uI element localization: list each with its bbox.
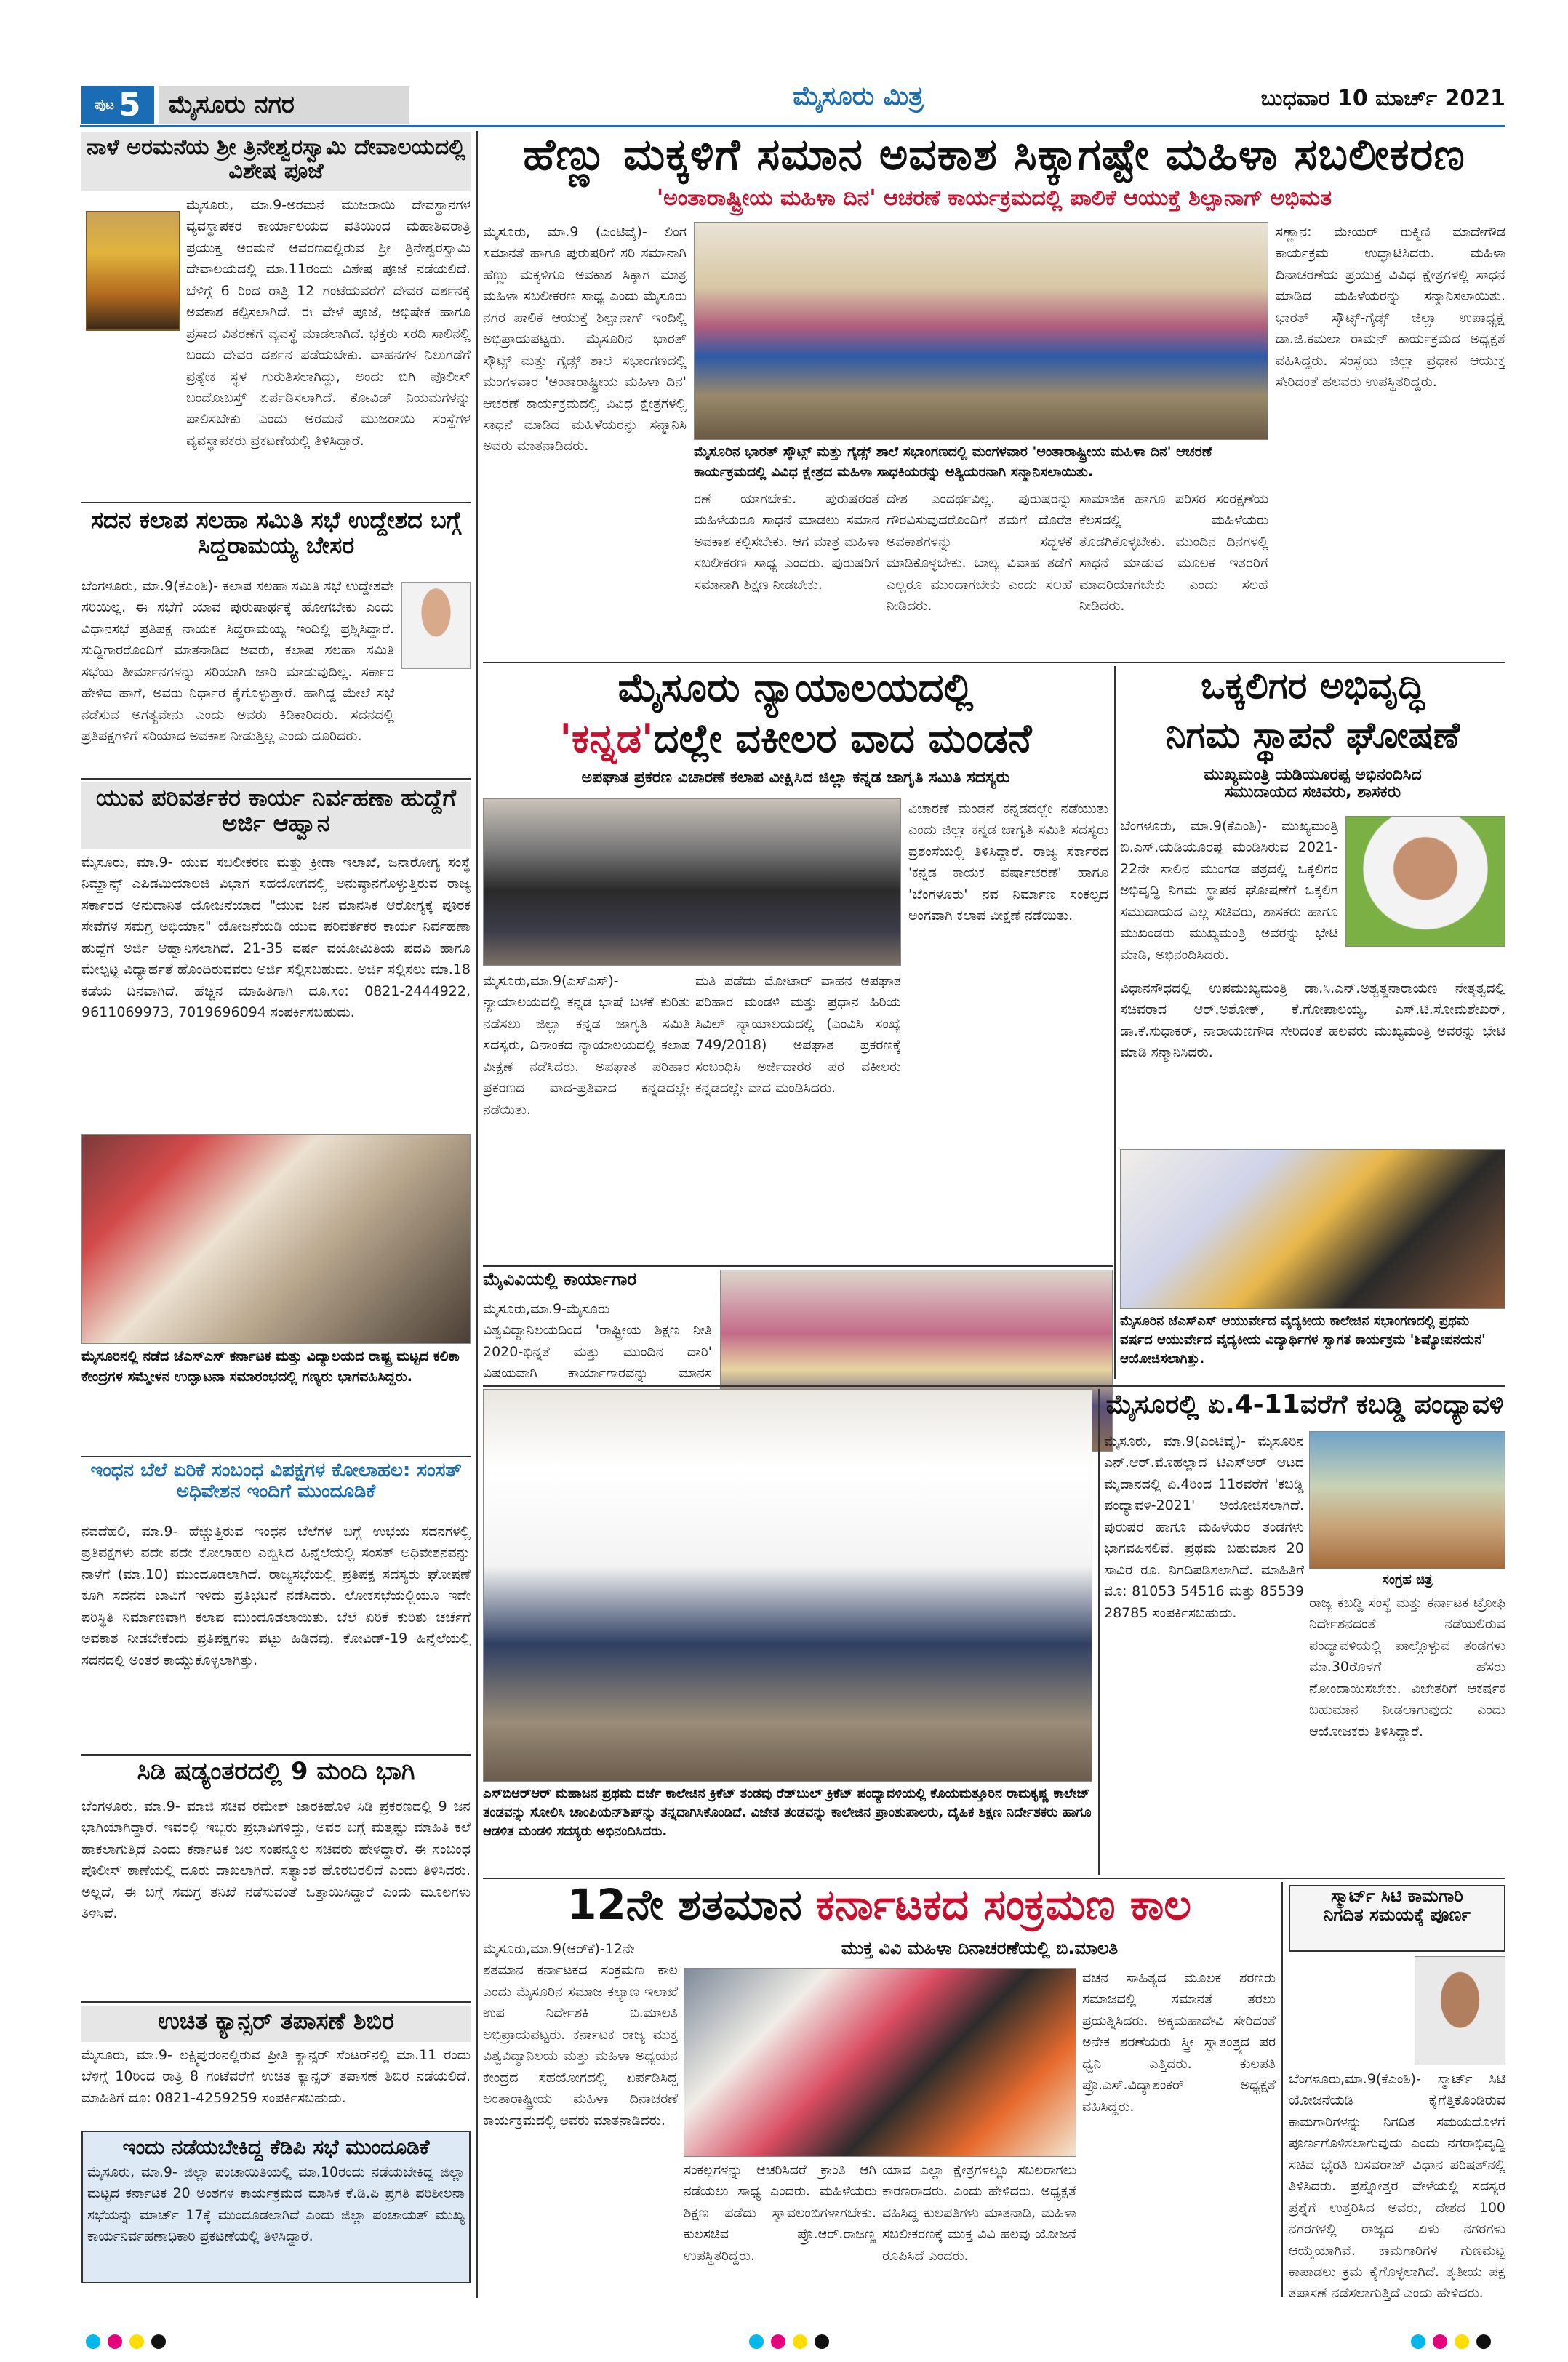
article-divider bbox=[483, 1878, 1505, 1879]
lamp-lighting-photo bbox=[684, 1968, 1076, 2157]
black-dot bbox=[815, 2334, 829, 2349]
court-body-b: ಮೈಸೂರು,ಮಾ.9(ಎಸ್‌ಎಸ್)- ನ್ಯಾಯಾಲಯದಲ್ಲಿ ಕನ್ನಡ ಭಾಷೆ ಬಳಕೆ ಕುರಿತು ನಡೆಸಲು ಜಿಲ್ಲಾ ಕನ್ನಡ ಜಾಗೃತಿ ಸಮಿತಿ ಸದಸ್ಯರು, ದಿನಾಂಕದ ನ್ಯಾಯಾಲಯದಲ್ಲಿ ಕಲಾಪ ವೀಕ್ಷಣೆ ನಡೆಸಿದರು. ಅಪಘಾತ ಪರಿಹಾರ ಪ್ರಕರಣದ ವಾದ-ಪ್ರತಿವಾದ ಕನ್ನಡದಲ್ಲೇ ನಡೆಯಿತು. bbox=[483, 973, 690, 1118]
lead-body-lower2: ದೇಶ ಎಂದರ್ಥವಿಲ್ಲ. ಪುರುಷರನ್ನು ಗೌರವಿಸುವುದರೊಂದಿಗೆ ತಮಗೆ ದೊರೆತ ಅವಕಾಶಗಳನ್ನು ಸದ್ಬಳಕೆ ಮಾಡಿಕೊಳ್ಳಬೇಕು. ಬಾಲ್ಯ ವಿವಾಹ ತಡೆಗೆ ಎಲ್ಲರೂ ಮುಂದಾಗಬೇಕು ಎಂದು ಸಲಹೆ ನೀಡಿದರು. bbox=[887, 491, 1072, 614]
court-body-a: ವಿಚಾರಣೆ ಮಂಡನೆ ಕನ್ನಡದಲ್ಲೇ ನಡೆಯುತು ಎಂದು ಜಿಲ್ಲಾ ಕನ್ನಡ ಜಾಗೃತಿ ಸಮಿತಿ ಸದಸ್ಯರು ಪ್ರಶಂಸೆಯಲ್ಲಿ ತಿಳಿಸಿದ್ದಾರೆ. ರಾಜ್ಯ ಸರ್ಕಾರದ 'ಕನ್ನಡ ಕಾಯಕ ವರ್ಷಾಚರಣೆ' ಹಾಗೂ 'ಬೆಂಗಳೂರು' ನವ ನಿರ್ಮಾಣ ಸಂಕಲ್ಪದ ಅಂಗವಾಗಿ ಕಲಾಪ ವೀಕ್ಷಣೆ ನಡೆಯಿತು. bbox=[908, 801, 1108, 924]
lead-headline: ಹೆಣ್ಣು ಮಕ್ಕಳಿಗೆ ಸಮಾನ ಅವಕಾಶ ಸಿಕ್ಕಾಗಷ್ಟೇ ಮಹಿಳಾ ಸಬಲೀಕರಣ bbox=[523, 129, 1465, 180]
temple-deity-photo bbox=[86, 211, 180, 331]
kabaddi-body-b: ರಾಜ್ಯ ಕಬಡ್ಡಿ ಸಂಸ್ಥೆ ಮತ್ತು ಕರ್ನಾಟಕ ಟ್ರೋಫಿ ನಿರ್ದೇಶನದಂತೆ ನಡೆಯಲಿರುವ ಪಂದ್ಯಾವಳಿಯಲ್ಲಿ ಪಾಲ್ಗೊಳ್ಳುವ ತಂಡಗಳು ಮಾ.30ರೊಳಗೆ ಹೆಸರು ನೋಂದಾಯಿಸಬೇಕು. ವಿಜೇತರಿಗೆ ಆಕರ್ಷಕ ಬಹುಮಾನ ನೀಡಲಾಗುವುದು ಎಂದು ಆಯೋಜಕರು ತಿಳಿಸಿದ್ದಾರೆ. bbox=[1309, 1595, 1505, 1740]
okkaliga-subtitle-2: ಸಮುದಾಯದ ಸಚಿವರು, ಶಾಸಕರು bbox=[1224, 783, 1401, 802]
lead-subtitle: 'ಅಂತಾರಾಷ್ಟ್ರೀಯ ಮಹಿಳಾ ದಿನ' ಆಚರಣೆ ಕಾರ್ಯಕ್ರಮದಲ್ಲಿ ಪಾಲಿಕೆ ಆಯುಕ್ತೆ ಶಿಲ್ಪಾನಾಗ್ ಅಭಿಮತ bbox=[656, 185, 1332, 211]
article-divider bbox=[483, 662, 1505, 663]
okkaliga-headline-line2: ನಿಗಮ ಸ್ಥಾಪನೆ ಘೋಷಣೆ bbox=[1165, 714, 1460, 756]
jss-ayurveda-lamp-photo bbox=[1120, 1149, 1505, 1309]
article-divider bbox=[81, 1754, 471, 1756]
registration-marks-right bbox=[1411, 2334, 1491, 2349]
history-headline-part1: 12ನೇ ಶತಮಾನ bbox=[567, 1880, 802, 1929]
cyan-dot bbox=[1411, 2334, 1425, 2349]
smart-city-headline-box bbox=[1289, 1885, 1505, 1952]
lead-body-lower1: ರಣೆ ಯಾಗಬೇಕು. ಪುರುಷರಂತೆ ಮಹಿಳೆಯರೂ ಸಾಧನೆ ಮಾಡಲು ಸಮಾನ ಅವಕಾಶ ಕಲ್ಪಿಸಬೇಕು. ಆಗ ಮಾತ್ರ ಮಹಿಳಾ ಸಬಲೀಕರಣ ಸಾಧ್ಯ ಎಂದರು. ಪುರುಷರಿಗೆ ಸಮಾನಾಗಿ ಶಿಕ್ಷಣ ನೀಡಬೇಕು. bbox=[694, 491, 879, 593]
jss-ayurveda-caption: ಮೈಸೂರಿನ ಜೆಎಸ್‌ಎಸ್ ಆಯುರ್ವೇದ ವೈದ್ಯಕೀಯ ಕಾಲೇಜಿನ ಸಭಾಂಗಣದಲ್ಲಿ ಪ್ರಥಮ ವರ್ಷದ ಆಯುರ್ವೇದ ವೈದ್ಯಕೀಯ ವಿದ್ಯಾರ್ಥಿಗಳ ಸ್ವಾಗತ ಕಾರ್ಯಕ್ರಮ 'ಶಿಷ್ಯೋಪನಯನ' ಆಯೋಜಿಸಲಾಗಿತ್ತು. bbox=[1120, 1313, 1486, 1367]
yellow-dot bbox=[129, 2334, 144, 2349]
jss-conference-photo bbox=[81, 1134, 471, 1344]
jss-conference-caption: ಮೈಸೂರಿನಲ್ಲಿ ನಡೆದ ಜೆಎಸ್‌ಎಸ್ ಕರ್ನಾಟಕ ಮತ್ತು ವಿದ್ಯಾಲಯದ ರಾಷ್ಟ್ರ ಮಟ್ಟದ ಕಲಿಕಾ ಕೇಂದ್ರಗಳ ಸಮ್ಮೇಳನ ಉದ್ಘಾಟನಾ ಸಮಾರಂಭದಲ್ಲಿ ಗಣ್ಯರು ಭಾಗವಹಿಸಿದ್ದರು. bbox=[81, 1348, 460, 1385]
article-divider bbox=[81, 502, 471, 503]
court-lawyers-group-photo bbox=[483, 798, 901, 966]
kabaddi-match-photo bbox=[1309, 1431, 1505, 1569]
history-body-d: ಯಾವ ಎಲ್ಲಾ ಕ್ಷೇತ್ರಗಳಲ್ಲೂ ಸಬಲರಾಗಲು ಕಾರಣರಾದರು. ಎಂದು ಹೇಳಿದರು. ಅಧ್ಯಕ್ಷತೆ ವಹಿಸಿದ್ದ ಕುಲಪತಿಗಳು ಮಾತನಾಡಿ, ಮಹಿಳಾ ಸಬಲೀಕರಣಕ್ಕೆ ಮುಕ್ತ ವಿವಿ ಹಲವು ಯೋಜನೆ ರೂಪಿಸಿದೆ ಎಂದರು. bbox=[882, 2162, 1076, 2264]
court-headline-line1: ಮೈಸೂರು ನ್ಯಾಯಾಲಯದಲ್ಲಿ bbox=[617, 665, 974, 710]
article-temple-headline-box bbox=[81, 132, 471, 191]
lead-body-col1: ಮೈಸೂರು, ಮಾ.9 (ಎಂಟಿವೈ)- ಲಿಂಗ ಸಮಾನತೆ ಹಾಗೂ ಪುರುಷರಿಗೆ ಸರಿ ಸಮಾನಾಗಿ ಹೆಣ್ಣು ಮಕ್ಕಳಿಗೂ ಅವಕಾಶ ಸಿಕ್ಕಾಗ ಮಾತ್ರ ಮಹಿಳಾ ಸಬಲೀಕರಣ ಸಾಧ್ಯ ಎಂದು ಮೈಸೂರು ನಗರ ಪಾಲಿಕೆ ಆಯುಕ್ತೆ ಶಿಲ್ಪಾನಾಗ್ ಇಂದಿಲ್ಲಿ ಅಭಿಪ್ರಾಯಪಟ್ಟರು. ಮೈಸೂರಿನ ಭಾರತ್ ಸ್ಕೌಟ್ಸ್ ಮತ್ತು ಗೈಡ್ಸ್ ಶಾಲೆ ಸಭಾಂಗಣದಲ್ಲಿ ಮಂಗಳವಾರ 'ಅಂತಾರಾಷ್ಟ್ರೀಯ ಮಹಿಳಾ ದಿನ' ಆಚರಣೆ ಕಾರ್ಯಕ್ರಮದಲ್ಲಿ ವಿವಿಧ ಕ್ಷೇತ್ರಗಳಲ್ಲಿ ಸಾಧನೆ ಮಾಡಿದ ಮಹಿಳೆಯರನ್ನು ಸನ್ಮಾನಿಸಿ ಅವರು ಮಾತನಾಡಿದರು. bbox=[483, 224, 687, 455]
article-youth-headline-box bbox=[81, 782, 471, 849]
article-youth-headline: ಯುವ ಪರಿವರ್ತಕರ ಕಾರ್ಯ ನಿರ್ವಹಣಾ ಹುದ್ದೆಗೆ ಅರ್ಜಿ ಆಹ್ವಾನ bbox=[95, 784, 457, 838]
history-body-b: ವಚನ ಸಾಹಿತ್ಯದ ಮೂಲಕ ಶರಣರು ಸಮಾಜದಲ್ಲಿ ಸಮಾನತೆ ತರಲು ಪ್ರಯತ್ನಿಸಿದರು. ಅಕ್ಕಮಹಾದೇವಿ ಸೇರಿದಂತೆ ಅನೇಕ ಶರಣೆಯರು ಸ್ತ್ರೀ ಸ್ವಾತಂತ್ರ್ಯದ ಪರ ಧ್ವನಿ ಎತ್ತಿದರು. ಕುಲಪತಿ ಪ್ರೊ.ಎಸ್.ವಿದ್ಯಾಶಂಕರ್ ಅಧ್ಯಕ್ಷತೆ ವಹಿಸಿದ್ದರು. bbox=[1082, 1970, 1276, 2115]
history-subtitle-box bbox=[684, 1939, 1276, 1966]
article-divider bbox=[483, 1385, 1505, 1387]
okkaliga-headline-line1: ಒಕ್ಕಲಿಗರ ಅಭಿವೃದ್ಧಿ bbox=[1201, 665, 1425, 707]
registration-marks-center bbox=[749, 2334, 829, 2349]
history-headline bbox=[483, 1882, 1276, 1937]
court-subtitle: ಅಪಘಾತ ಪ್ರಕರಣ ವಿಚಾರಣೆ ಕಲಾಪ ವೀಕ್ಷಿಸಿದ ಜಿಲ್ಲಾ ಕನ್ನಡ ಜಾಗೃತಿ ಸಮಿತಿ ಸದಸ್ಯರು bbox=[581, 769, 1010, 787]
column-divider bbox=[1281, 1882, 1283, 2297]
section-title: ಮೈಸೂರು ನಗರ bbox=[159, 86, 409, 124]
black-dot bbox=[151, 2334, 166, 2349]
smart-city-body-text: ಬೆಂಗಳೂರು,ಮಾ.9(ಕೆಎಂಶಿ)- ಸ್ಮಾರ್ಟ್ ಸಿಟಿ ಯೋಜನೆಯಡಿ ಕೈಗೆತ್ತಿಕೊಂಡಿರುವ ಕಾಮಗಾರಿಗಳನ್ನು ನಿಗದಿತ ಸಮಯದೊಳಗೆ ಪೂರ್ಣಗೊಳಿಸಲಾಗುವುದು ಎಂದು ನಗರಾಭಿವೃದ್ಧಿ ಸಚಿವ ಭೈರತಿ ಬಸವರಾಜ್ ವಿಧಾನ ಪರಿಷತ್‌ನಲ್ಲಿ ತಿಳಿಸಿದರು. ಪ್ರಶ್ನೋತ್ತರ ವೇಳೆಯಲ್ಲಿ ಸದಸ್ಯರ ಪ್ರಶ್ನೆಗೆ ಉತ್ತರಿಸಿದ ಅವರು, ದೇಶದ 100 ನಗರಗಳಲ್ಲಿ ರಾಜ್ಯದ ಏಳು ನಗರಗಳು ಆಯ್ಕೆಯಾಗಿವೆ. ಕಾಮಗಾರಿಗಳ ಗುಣಮಟ್ಟ ಕಾಪಾಡಲು ಕ್ರಮ ಕೈಗೊಳ್ಳಲಾಗಿದೆ. ತೃತೀಯ ಪಕ್ಷ ತಪಾಸಣೆ ನಡೆಸಲಾಗುತ್ತಿದೆ ಎಂದು ಹೇಳಿದರು. bbox=[1289, 2071, 1505, 2302]
magenta-dot bbox=[1433, 2334, 1447, 2349]
page-number: 5 bbox=[118, 86, 141, 124]
smart-city-body bbox=[1289, 1956, 1505, 2302]
okkaliga-subtitle-1: ಮುಖ್ಯಮಂತ್ರಿ ಯಡಿಯೂರಪ್ಪ ಅಭಿನಂದಿಸಿದ bbox=[1204, 766, 1422, 784]
yellow-dot bbox=[793, 2334, 807, 2349]
court-headline-line2 bbox=[483, 717, 1108, 768]
kabaddi-headline-box bbox=[1104, 1390, 1505, 1430]
magenta-dot bbox=[108, 2334, 122, 2349]
black-dot bbox=[1476, 2334, 1491, 2349]
history-subtitle: ಮುಕ್ತ ವಿವಿ ಮಹಿಳಾ ದಿನಾಚರಣೆಯಲ್ಲಿ ಬಿ.ಮಾಲತಿ bbox=[841, 1938, 1119, 1958]
article-divider bbox=[81, 778, 471, 780]
article-parliament-headline-box bbox=[81, 1460, 471, 1520]
cyan-dot bbox=[749, 2334, 764, 2349]
lead-headline-box bbox=[483, 131, 1505, 185]
page-label: ಪುಟ bbox=[95, 97, 114, 113]
article-siddaramaiah-headline-box bbox=[81, 508, 471, 573]
yediyurappa-photo bbox=[1345, 816, 1505, 947]
lead-subtitle-box bbox=[483, 186, 1505, 218]
portrait-float-spacer bbox=[1407, 1956, 1505, 2069]
article-divider bbox=[81, 2001, 471, 2003]
cyan-dot bbox=[86, 2334, 100, 2349]
court-headline-rest: ದಲ್ಲೇ ವಕೀಲರ ವಾದ ಮಂಡನೆ bbox=[653, 716, 1032, 761]
okkaliga-subtitle-box bbox=[1120, 766, 1505, 813]
workshop-headline-box bbox=[483, 1270, 712, 1299]
masthead-logo: ಮೈಸೂರು ಮಿತ್ರ bbox=[793, 81, 924, 111]
article-kdp-headline: ಇಂದು ನಡೆಯಬೇಕಿದ್ದ ಕೆಡಿಪಿ ಸಭೆ ಮುಂದೂಡಿಕೆ bbox=[122, 2135, 430, 2159]
history-body-a: ಮೈಸೂರು,ಮಾ.9(ಆರ್‌ಕೆ)-12ನೇ ಶತಮಾನ ಕರ್ನಾಟಕದ ಸಂಕ್ರಮಣ ಕಾಲ ಎಂದು ಮೈಸೂರಿನ ಸಮಾಜ ಕಲ್ಯಾಣ ಇಲಾಖೆ ಉಪ ನಿರ್ದೇಶಕಿ ಬಿ.ಮಾಲತಿ ಅಭಿಪ್ರಾಯಪಟ್ಟರು. ಕರ್ನಾಟಕ ರಾಜ್ಯ ಮುಕ್ತ ವಿಶ್ವವಿದ್ಯಾನಿಲಯ ಮತ್ತು ಮಹಿಳಾ ಅಧ್ಯಯನ ಕೇಂದ್ರದ ಸಹಯೋಗದಲ್ಲಿ ಏರ್ಪಡಿಸಿದ್ದ ಅಂತಾರಾಷ್ಟ್ರೀಯ ಮಹಿಳಾ ದಿನಾಚರಣೆ ಕಾರ್ಯಕ್ರಮದಲ್ಲಿ ಅವರು ಮಾತನಾಡಿದರು. bbox=[483, 1941, 678, 2129]
kabaddi-headline: ಮೈಸೂರಲ್ಲಿ ಏ.4-11ವರೆಗೆ ಕಬಡ್ಡಿ ಪಂದ್ಯಾವಳಿ bbox=[1105, 1390, 1504, 1420]
page-number-badge bbox=[81, 86, 154, 124]
header-rule bbox=[80, 125, 1505, 127]
workshop-headline: ಮೈವಿವಿಯಲ್ಲಿ ಕಾರ್ಯಾಗಾರ bbox=[483, 1269, 637, 1289]
lead-body-right: ಸಣ್ಣಾನ: ಮೇಯರ್ ರುಕ್ಮಿಣಿ ಮಾದೇಗೌಡ ಕಾರ್ಯಕ್ರಮ ಉದ್ಘಾಟಿಸಿದರು. ಮಹಿಳಾ ದಿನಾಚರಣೆಯ ಪ್ರಯುಕ್ತ ವಿವಿಧ ಕ್ಷೇತ್ರಗಳಲ್ಲಿ ಸಾಧನೆ ಮಾಡಿದ ಮಹಿಳೆಯರನ್ನು ಸನ್ಮಾನಿಸಲಾಯಿತು. ಭಾರತ್ ಸ್ಕೌಟ್ಸ್-ಗೈಡ್ಸ್ ಜಿಲ್ಲಾ ಉಪಾಧ್ಯಕ್ಷೆ ಡಾ.ಜಿ.ಕಮಲಾ ರಾಮನ್ ಕಾರ್ಯಕ್ರಮದ ಅಧ್ಯಕ್ಷತೆ ವಹಿಸಿದ್ದರು. ಸಂಸ್ಥೆಯ ಜಿಲ್ಲಾ ಪ್ರಧಾನ ಆಯುಕ್ತ ಸೇರಿದಂತೆ ಹಲವರು ಉಪಸ್ಥಿತರಿದ್ದರು. bbox=[1276, 224, 1505, 391]
okkaliga-body-a: ಬೆಂಗಳೂರು, ಮಾ.9(ಕೆಎಂಶಿ)- ಮುಖ್ಯಮಂತ್ರಿ ಬಿ.ಎಸ್.ಯಡಿಯೂರಪ್ಪ ಮಂಡಿಸಿರುವ 2021-22ನೇ ಸಾಲಿನ ಮುಂಗಡ ಪತ್ರದಲ್ಲಿ ಒಕ್ಕಲಿಗರ ಅಭಿವೃದ್ಧಿ ನಿಗಮ ಸ್ಥಾಪನೆ ಘೋಷಣೆಗೆ ಒಕ್ಕಲಿಗ ಸಮುದಾಯದ ಎಲ್ಲ ಸಚಿವರು, ಶಾಸಕರು ಹಾಗೂ ಮುಖಂಡರು ಮುಖ್ಯಮಂತ್ರಿ ಅವರನ್ನು ಭೇಟಿ ಮಾಡಿ, ಅಭಿನಂದಿಸಿದರು. bbox=[1120, 818, 1338, 963]
article-temple-headline: ನಾಳೆ ಅರಮನೆಯ ಶ್ರೀ ತ್ರಿನೇಶ್ವರಸ್ವಾಮಿ ದೇವಾಲಯದಲ್ಲಿ ವಿಶೇಷ ಪೂಜೆ bbox=[87, 135, 465, 184]
article-cd-headline-box bbox=[81, 1758, 471, 1795]
history-headline-part2: ಕರ್ನಾಟಕದ ಸಂಕ್ರಮಣ ಕಾಲ bbox=[815, 1880, 1191, 1929]
women-day-felicitation-photo bbox=[694, 222, 1268, 440]
yellow-dot bbox=[1455, 2334, 1469, 2349]
article-cd-body: ಬೆಂಗಳೂರು, ಮಾ.9- ಮಾಜಿ ಸಚಿವ ರಮೇಶ್ ಜಾರಕಿಹೊಳಿ ಸಿಡಿ ಪ್ರಕರಣದಲ್ಲಿ 9 ಜನ ಭಾಗಿಯಾಗಿದ್ದಾರೆ. ಇವರಲ್ಲಿ ಇಬ್ಬರು ಪ್ರಭಾವಿಗಳಿದ್ದು, ಅವರ ಬಗ್ಗೆ ಮತ್ತಷ್ಟು ಮಾಹಿತಿ ಕಲೆ ಹಾಕಲಾಗುತ್ತಿದೆ ಎಂದು ಕರ್ನಾಟಕ ಜಲ ಸಂಪನ್ಮೂಲ ಸಚಿವರು ಹೇಳಿದ್ದಾರೆ. ಈ ಸಂಬಂಧ ಪೊಲೀಸ್ ಠಾಣೆಯಲ್ಲಿ ದೂರು ದಾಖಲಾಗಿದೆ. ಸತ್ಯಾಂಶ ಹೊರಬರಲಿದೆ ಎಂದು ತಿಳಿಸಿದರು. ಅಲ್ಲದೆ, ಈ ಬಗ್ಗೆ ಸಮಗ್ರ ತನಿಖೆ ನಡೆಸುವಂತೆ ಒತ್ತಾಯಿಸಿದ್ದಾರೆ ಎಂದು ಮೂಲಗಳು ತಿಳಿಸಿವೆ. bbox=[81, 1798, 471, 1922]
okkaliga-headline-line2-box bbox=[1120, 716, 1505, 765]
article-kdp-box bbox=[81, 2131, 471, 2283]
article-cd-headline: ಸಿಡಿ ಷಡ್ಯಂತರದಲ್ಲಿ 9 ಮಂದಿ ಭಾಗಿ bbox=[137, 1757, 415, 1786]
workshop-body: ಮೈಸೂರು,ಮಾ.9-ಮೈಸೂರು ವಿಶ್ವವಿದ್ಯಾನಿಲಯದಿಂದ 'ರಾಷ್ಟ್ರೀಯ ಶಿಕ್ಷಣ ನೀತಿ 2020-ಭಿನ್ನತೆ ಮತ್ತು ಮುಂದಿನ ದಾರಿ' ವಿಷಯವಾಗಿ ಕಾರ್ಯಾಗಾರವನ್ನು ಮಾನಸ bbox=[483, 1301, 712, 1382]
okkaliga-headline-line1-box bbox=[1120, 666, 1505, 716]
smart-city-headline-1: ಸ್ಮಾರ್ಟ್ ಸಿಟಿ ಕಾಮಗಾರಿ bbox=[1331, 1886, 1463, 1906]
court-headline-kannada: 'ಕನ್ನಡ' bbox=[559, 716, 654, 761]
column-divider bbox=[1098, 1389, 1100, 1875]
registration-marks-left bbox=[86, 2334, 166, 2349]
article-cancer-body: ಮೈಸೂರು, ಮಾ.9- ಲಕ್ಷ್ಮಿಪುರಂನಲ್ಲಿರುವ ಪ್ರೀತಿ ಕ್ಯಾನ್ಸರ್ ಸೆಂಟರ್‌ನಲ್ಲಿ ಮಾ.11 ರಂದು ಬೆಳಿಗ್ಗೆ 10ರಿಂದ ರಾತ್ರಿ 8 ಗಂಟೆವರೆಗೆ ಉಚಿತ ಕ್ಯಾನ್ಸರ್ ತಪಾಸಣೆ ಶಿಬಿರ ನಡೆಯಲಿದೆ. ಮಾಹಿತಿಗೆ ದೂ: 0821-4259259 ಸಂಪರ್ಕಿಸಬಹುದು. bbox=[81, 2047, 471, 2106]
okkaliga-body-b: ವಿಧಾನಸೌಧದಲ್ಲಿ ಉಪಮುಖ್ಯಮಂತ್ರಿ ಡಾ.ಸಿ.ಎನ್.ಅಶ್ವತ್ಥನಾರಾಯಣ ನೇತೃತ್ವದಲ್ಲಿ ಸಚಿವರಾದ ಆರ್.ಅಶೋಕ್, ಕೆ.ಗೋಪಾಲಯ್ಯ, ಎಸ್.ಟಿ.ಸೋಮಶೇಖರ್, ಡಾ.ಕೆ.ಸುಧಾಕರ್, ನಾರಾಯಣಗೌಡ ಸೇರಿದಂತೆ ಹಲವರು ಮುಖ್ಯಮಂತ್ರಿ ಅವರನ್ನು ಭೇಟಿ ಮಾಡಿ ಸನ್ಮಾನಿಸಿದರು. bbox=[1120, 980, 1505, 1061]
article-cancer-headline-box bbox=[81, 2006, 471, 2042]
court-body-c: ಮತಿ ಪಡೆದು ಮೋಟಾರ್ ವಾಹನ ಅಪಘಾತ ಪರಿಹಾರ ಮಂಡಳಿ ಮತ್ತು ಪ್ರಧಾನ ಹಿರಿಯ ಸಿವಿಲ್ ನ್ಯಾಯಾಲಯದಲ್ಲಿ (ಎಂವಿಸಿ ಸಂಖ್ಯೆ 749/2018) ಅಪಘಾತ ಪ್ರಕರಣಕ್ಕೆ ಸಂಬಂಧಿಸಿ ಅರ್ಜಿದಾರರ ಪರ ವಕೀಲರು ಕನ್ನಡದಲ್ಲೇ ವಾದ ಮಂಡಿಸಿದರು. bbox=[695, 973, 901, 1097]
lead-body-lower3: ಸಾಮಾಜಿಕ ಹಾಗೂ ಪರಿಸರ ಸಂರಕ್ಷಣೆಯ ಕೆಲಸದಲ್ಲಿ ಮಹಿಳೆಯರು ತೊಡಗಿಕೊಳ್ಳಬೇಕು. ಮುಂದಿನ ದಿನಗಳಲ್ಲಿ ಸಾಧನೆ ಮಾಡುವ ಮೂಲಕ ಇತರರಿಗೆ ಮಾದರಿಯಾಗಬೇಕು ಎಂದು ಸಲಹೆ ನೀಡಿದರು. bbox=[1079, 491, 1268, 614]
article-divider bbox=[483, 1265, 1113, 1267]
article-kdp-body: ಮೈಸೂರು, ಮಾ.9- ಜಿಲ್ಲಾ ಪಂಚಾಯಿತಿಯಲ್ಲಿ ಮಾ.10ರಂದು ನಡೆಯಬೇಕಿದ್ದ ಜಿಲ್ಲಾ ಮಟ್ಟದ ಕರ್ನಾಟಕ 20 ಅಂಶಗಳ ಕಾರ್ಯಕ್ರಮದ ಮಾಸಿಕ ಕೆ.ಡಿ.ಪಿ ಪ್ರಗತಿ ಪರಿಶೀಲನಾ ಸಭೆಯನ್ನು ಮಾರ್ಚ್ 17ಕ್ಕೆ ಮುಂದೂಡಲಾಗಿದೆ ಎಂದು ಜಿಲ್ಲಾ ಪಂಚಾಯತ್ ಮುಖ್ಯ ಕಾರ್ಯನಿರ್ವಹಣಾಧಿಕಾರಿ ಪ್ರಕಟಣೆಯಲ್ಲಿ ತಿಳಿಸಿದ್ದಾರೆ. bbox=[87, 2163, 465, 2245]
history-body-c: ಸಂಕಲ್ಪಗಳನ್ನು ಆಚರಿಸಿದರೆ ಕ್ರಾಂತಿ ಆಗಿ ನಡೆಯಲು ಸಾಧ್ಯ ಎಂದರು. ಮಹಿಳೆಯರು ಶಿಕ್ಷಣ ಪಡೆದು ಸ್ವಾವಲಂಬಿಗಳಾಗಬೇಕು. ಕುಲಸಚಿವ ಪ್ರೊ.ಆರ್.ರಾಜಣ್ಣ ಉಪಸ್ಥಿತರಿದ್ದರು. bbox=[684, 2162, 876, 2264]
magenta-dot bbox=[771, 2334, 785, 2349]
dateline: ಬುಧವಾರ 10 ಮಾರ್ಚ್ 2021 bbox=[1260, 86, 1505, 111]
court-subtitle-box bbox=[483, 769, 1108, 796]
kabaddi-photo-label: ಸಂಗ್ರಹ ಚಿತ್ರ bbox=[1382, 1572, 1433, 1588]
smart-city-headline-2: ನಿಗದಿತ ಸಮಯಕ್ಕೆ ಪೂರ್ಣ bbox=[1324, 1905, 1471, 1926]
kabaddi-body-a: ಮೈಸೂರು, ಮಾ.9(ಎಂಟಿವೈ)- ಮೈಸೂರಿನ ಎನ್.ಆರ್.ಮೊಹಲ್ಲಾದ ಟಿಎಸ್ಆರ್ ಆಟದ ಮೈದಾನದಲ್ಲಿ ಏ.4ರಿಂದ 11ರವರೆಗೆ 'ಕಬಡ್ಡಿ ಪಂದ್ಯಾವಳಿ-2021' ಆಯೋಜಿಸಲಾಗಿದೆ. ಪುರುಷರ ಹಾಗೂ ಮಹಿಳೆಯರ ತಂಡಗಳು ಭಾಗವಹಿಸಲಿವೆ. ಪ್ರಥಮ ಬಹುಮಾನ 20 ಸಾವಿರ ರೂ. ನಿಗದಿಪಡಿಸಲಾಗಿದೆ. ಮಾಹಿತಿಗೆ ಮೊ: 81053 54516 ಮತ್ತು 85539 28785 ಸಂಪರ್ಕಿಸಬಹುದು. bbox=[1104, 1433, 1304, 1621]
article-parliament-headline: ಇಂಧನ ಬೆಲೆ ಏರಿಕೆ ಸಂಬಂಧ ವಿಪಕ್ಷಗಳ ಕೋಲಾಹಲ: ಸಂಸತ್ ಅಧಿವೇಶನ ಇಂದಿಗೆ ಮುಂದೂಡಿಕೆ bbox=[90, 1460, 462, 1502]
siddaramaiah-portrait-photo bbox=[401, 582, 471, 669]
column-divider bbox=[476, 131, 478, 2298]
court-headline-line1-box bbox=[483, 666, 1108, 717]
cricket-team-photo bbox=[483, 1389, 1092, 1782]
article-divider bbox=[81, 1456, 471, 1457]
women-day-photo-caption: ಮೈಸೂರಿನ ಭಾರತ್ ಸ್ಕೌಟ್ಸ್ ಮತ್ತು ಗೈಡ್ಸ್ ಶಾಲೆ ಸಭಾಂಗಣದಲ್ಲಿ ಮಂಗಳವಾರ 'ಅಂತಾರಾಷ್ಟ್ರೀಯ ಮಹಿಳಾ ದಿನ' ಆಚರಣೆ ಕಾರ್ಯಕ್ರಮದಲ್ಲಿ ವಿವಿಧ ಕ್ಷೇತ್ರದ ಮಹಿಳಾ ಸಾಧಕಿಯರನ್ನು ಅತ್ಯಿಯರನಾಗಿ ಸನ್ಮಾನಿಸಲಾಯಿತು. bbox=[694, 444, 1212, 480]
article-temple-body: ಮೈಸೂರು, ಮಾ.9-ಅರಮನೆ ಮುಜರಾಯಿ ದೇವಸ್ಥಾನಗಳ ವ್ಯವಸ್ಥಾಪಕರ ಕಾರ್ಯಾಲಯದ ವತಿಯಿಂದ ಮಹಾಶಿವರಾತ್ರಿ ಪ್ರಯುಕ್ತ ಅರಮನೆ ಆವರಣದಲ್ಲಿರುವ ಶ್ರೀ ತ್ರಿನೇಶ್ವರಸ್ವಾಮಿ ದೇವಾಲಯದಲ್ಲಿ ಮಾ.11ರಂದು ವಿಶೇಷ ಪೂಜೆ ನಡೆಯಲಿದೆ. ಬೆಳಿಗ್ಗೆ 6 ರಿಂದ ರಾತ್ರಿ 12 ಗಂಟೆಯವರೆಗೆ ದೇವರ ದರ್ಶನಕ್ಕೆ ಅವಕಾಶ ಕಲ್ಪಿಸಲಾಗಿದೆ. ಈ ವೇಳೆ ಪೂಜೆ, ಅಭಿಷೇಕ ಹಾಗೂ ಪ್ರಸಾದ ವಿತರಣೆಗೆ ವ್ಯವಸ್ಥೆ ಮಾಡಲಾಗಿದೆ. ಭಕ್ತರು ಸರದಿ ಸಾಲಿನಲ್ಲಿ ಬಂದು ದೇವರ ದರ್ಶನ ಪಡೆಯಬೇಕು. ವಾಹನಗಳ ನಿಲುಗಡೆಗೆ ಪ್ರತ್ಯೇಕ ಸ್ಥಳ ಗುರುತಿಸಲಾಗಿದ್ದು, ಅಂದು ಬಿಗಿ ಪೊಲೀಸ್ ಬಂದೋಬಸ್ತ್ ಏರ್ಪಡಿಸಲಾಗಿದೆ. ಕೋವಿಡ್ ನಿಯಮಗಳನ್ನು ಪಾಲಿಸಬೇಕು ಎಂದು ಅರಮನೆ ಮುಜರಾಯಿ ಸಂಸ್ಥೆಗಳ ವ್ಯವಸ್ಥಾಪಕರು ಪ್ರಕಟಣೆಯಲ್ಲಿ ತಿಳಿಸಿದ್ದಾರೆ. bbox=[186, 197, 471, 449]
cricket-team-caption: ಎಸ್‌ಬಿಆರ್‌ಆರ್ ಮಹಾಜನ ಪ್ರಥಮ ದರ್ಜೆ ಕಾಲೇಜಿನ ಕ್ರಿಕೆಟ್ ತಂಡವು ರೆಡ್‌ಬುಲ್ ಕ್ರಿಕೆಟ್ ಪಂದ್ಯಾವಳಿಯಲ್ಲಿ ಕೊಯಮತ್ತೂರಿನ ರಾಮಕೃಷ್ಣ ಕಾಲೇಜ್ ತಂಡವನ್ನು ಸೋಲಿಸಿ ಚಾಂಪಿಯನ್‌ಶಿಪ್‌ನ್ನು ತನ್ನದಾಗಿಸಿಕೊಂಡಿದೆ. ವಿಜೇತ ತಂಡವನ್ನು ಕಾಲೇಜಿನ ಪ್ರಾಂಶುಪಾಲರು, ದೈಹಿಕ ಶಿಕ್ಷಣ ನಿರ್ದೇಶಕರು ಹಾಗೂ ಆಡಳಿತ ಮಂಡಳಿ ಸದಸ್ಯರು ಅಭಿನಂದಿಸಿದರು. bbox=[483, 1786, 1092, 1840]
article-cancer-headline: ಉಚಿತ ಕ್ಯಾನ್ಸರ್ ತಪಾಸಣೆ ಶಿಬಿರ bbox=[158, 2007, 394, 2035]
article-siddaramaiah-body: ಬೆಂಗಳೂರು, ಮಾ.9(ಕೆಎಂಶಿ)- ಕಲಾಪ ಸಲಹಾ ಸಮಿತಿ ಸಭೆ ಉದ್ದೇಶವೇ ಸರಿಯಿಲ್ಲ. ಈ ಸಭೆಗೆ ಯಾವ ಪುರುಷಾರ್ಥಕ್ಕೆ ಹೋಗಬೇಕು ಎಂದು ವಿಧಾನಸಭೆ ಪ್ರತಿಪಕ್ಷ ನಾಯಕ ಸಿದ್ದರಾಮಯ್ಯ ಇಂದಿಲ್ಲಿ ಪ್ರಶ್ನಿಸಿದ್ದಾರೆ. ಸುದ್ದಿಗಾರರೊಂದಿಗೆ ಮಾತನಾಡಿದ ಅವರು, ಕಲಾಪ ಸಲಹಾ ಸಮಿತಿ ಸಭೆಯ ತೀರ್ಮಾನಗಳನ್ನು ಸರಿಯಾಗಿ ಜಾರಿ ಮಾಡುವುದಿಲ್ಲ. ಸರ್ಕಾರ ಹೇಳಿದ ಹಾಗೆ, ಅವರು ನಿರ್ಧಾರ ಕೈಗೊಳ್ಳುತ್ತಾರೆ. ಹಾಗಿದ್ದ ಮೇಲೆ ಸಭೆ ನಡೆಸುವ ಅಗತ್ಯವೇನು ಎಂದು ಅವರು ಕಿಡಿಕಾರಿದರು. ಸದನದಲ್ಲಿ ಪ್ರತಿಪಕ್ಷಗಳಿಗೆ ಸರಿಯಾದ ಅವಕಾಶ ನೀಡುತ್ತಿಲ್ಲ ಎಂದು ದೂರಿದರು. bbox=[81, 578, 394, 745]
article-siddaramaiah-headline: ಸದನ ಕಲಾಪ ಸಲಹಾ ಸಮಿತಿ ಸಭೆ ಉದ್ದೇಶದ ಬಗ್ಗೆ ಸಿದ್ದರಾಮಯ್ಯ ಬೇಸರ bbox=[90, 506, 462, 560]
article-youth-body: ಮೈಸೂರು, ಮಾ.9- ಯುವ ಸಬಲೀಕರಣ ಮತ್ತು ಕ್ರೀಡಾ ಇಲಾಖೆ, ಜನಾರೋಗ್ಯ ಸಂಸ್ಥೆ ನಿಮ್ಹಾನ್ಸ್ ಎಪಿಡಮಿಯಾಲಜಿ ವಿಭಾಗ ಸಹಯೋಗದಲ್ಲಿ ಅನುಷ್ಠಾನಗೊಳ್ಳುತ್ತಿರುವ ರಾಜ್ಯ ಸರ್ಕಾರದ ಅನುದಾನಿತ ಯೋಜನೆಯಾದ "ಯುವ ಜನ ಮಾನಸಿಕ ಆರೋಗ್ಯಕ್ಕೆ ಪೂರಕ ಸೇವೆಗಳ ಸಮಗ್ರ ಅಭಿಯಾನ" ಯೋಜನೆಯಡಿ ಯುವ ಪರಿವರ್ತಕರ ಕಾರ್ಯ ನಿರ್ವಹಣಾ ಹುದ್ದೆಗೆ ಅರ್ಜಿ ಆಹ್ವಾನಿಸಲಾಗಿದೆ. 21-35 ವರ್ಷ ವಯೋಮಿತಿಯ ಪದವಿ ಹಾಗೂ ಮೇಲ್ಪಟ್ಟ ವಿದ್ಯಾರ್ಹತೆ ಹೊಂದಿರುವವರು ಅರ್ಜಿ ಸಲ್ಲಿಸಬಹುದು. ಅರ್ಜಿ ಸಲ್ಲಿಸಲು ಮಾ.18 ಕಡೆಯ ದಿನವಾಗಿದೆ. ಹೆಚ್ಚಿನ ಮಾಹಿತಿಗಾಗಿ ದೂ.ಸಂ: 0821-2444922, 9611069973, 7019696094 ಸಂಪರ್ಕಿಸಬಹುದು. bbox=[81, 854, 471, 1021]
column-divider bbox=[1114, 666, 1116, 1379]
article-parliament-body: ನವದೆಹಲಿ, ಮಾ.9- ಹೆಚ್ಚುತ್ತಿರುವ ಇಂಧನ ಬೆಲೆಗಳ ಬಗ್ಗೆ ಉಭಯ ಸದನಗಳಲ್ಲಿ ಪ್ರತಿಪಕ್ಷಗಳು ಪದೇ ಪದೇ ಕೋಲಾಹಲ ಎಬ್ಬಿಸಿದ ಹಿನ್ನೆಲೆಯಲ್ಲಿ ಸಂಸತ್ ಅಧಿವೇಶನವನ್ನು ನಾಳೆಗೆ (ಮಾ.10) ಮುಂದೂಡಲಾಗಿದೆ. ರಾಜ್ಯಸಭೆಯಲ್ಲಿ ಪ್ರತಿಪಕ್ಷ ಸದಸ್ಯರು ಘೋಷಣೆ ಕೂಗಿ ಸದನದ ಬಾವಿಗೆ ಇಳಿದು ಪ್ರತಿಭಟನೆ ನಡೆಸಿದರು. ಲೋಕಸಭೆಯಲ್ಲಿಯೂ ಇದೇ ಪರಿಸ್ಥಿತಿ ನಿರ್ಮಾಣವಾಗಿ ಕಲಾಪ ಮುಂದೂಡಲಾಯಿತು. ಬೆಲೆ ಏರಿಕೆ ಕುರಿತು ಚರ್ಚೆಗೆ ಅವಕಾಶ ನೀಡಬೇಕೆಂದು ಪ್ರತಿಪಕ್ಷಗಳು ಪಟ್ಟು ಹಿಡಿದವು. ಕೋವಿಡ್-19 ಹಿನ್ನೆಲೆಯಲ್ಲಿ ಸದನದಲ್ಲಿ ಅಂತರ ಕಾಯ್ದುಕೊಳ್ಳಲಾಗಿತ್ತು. bbox=[81, 1524, 471, 1668]
